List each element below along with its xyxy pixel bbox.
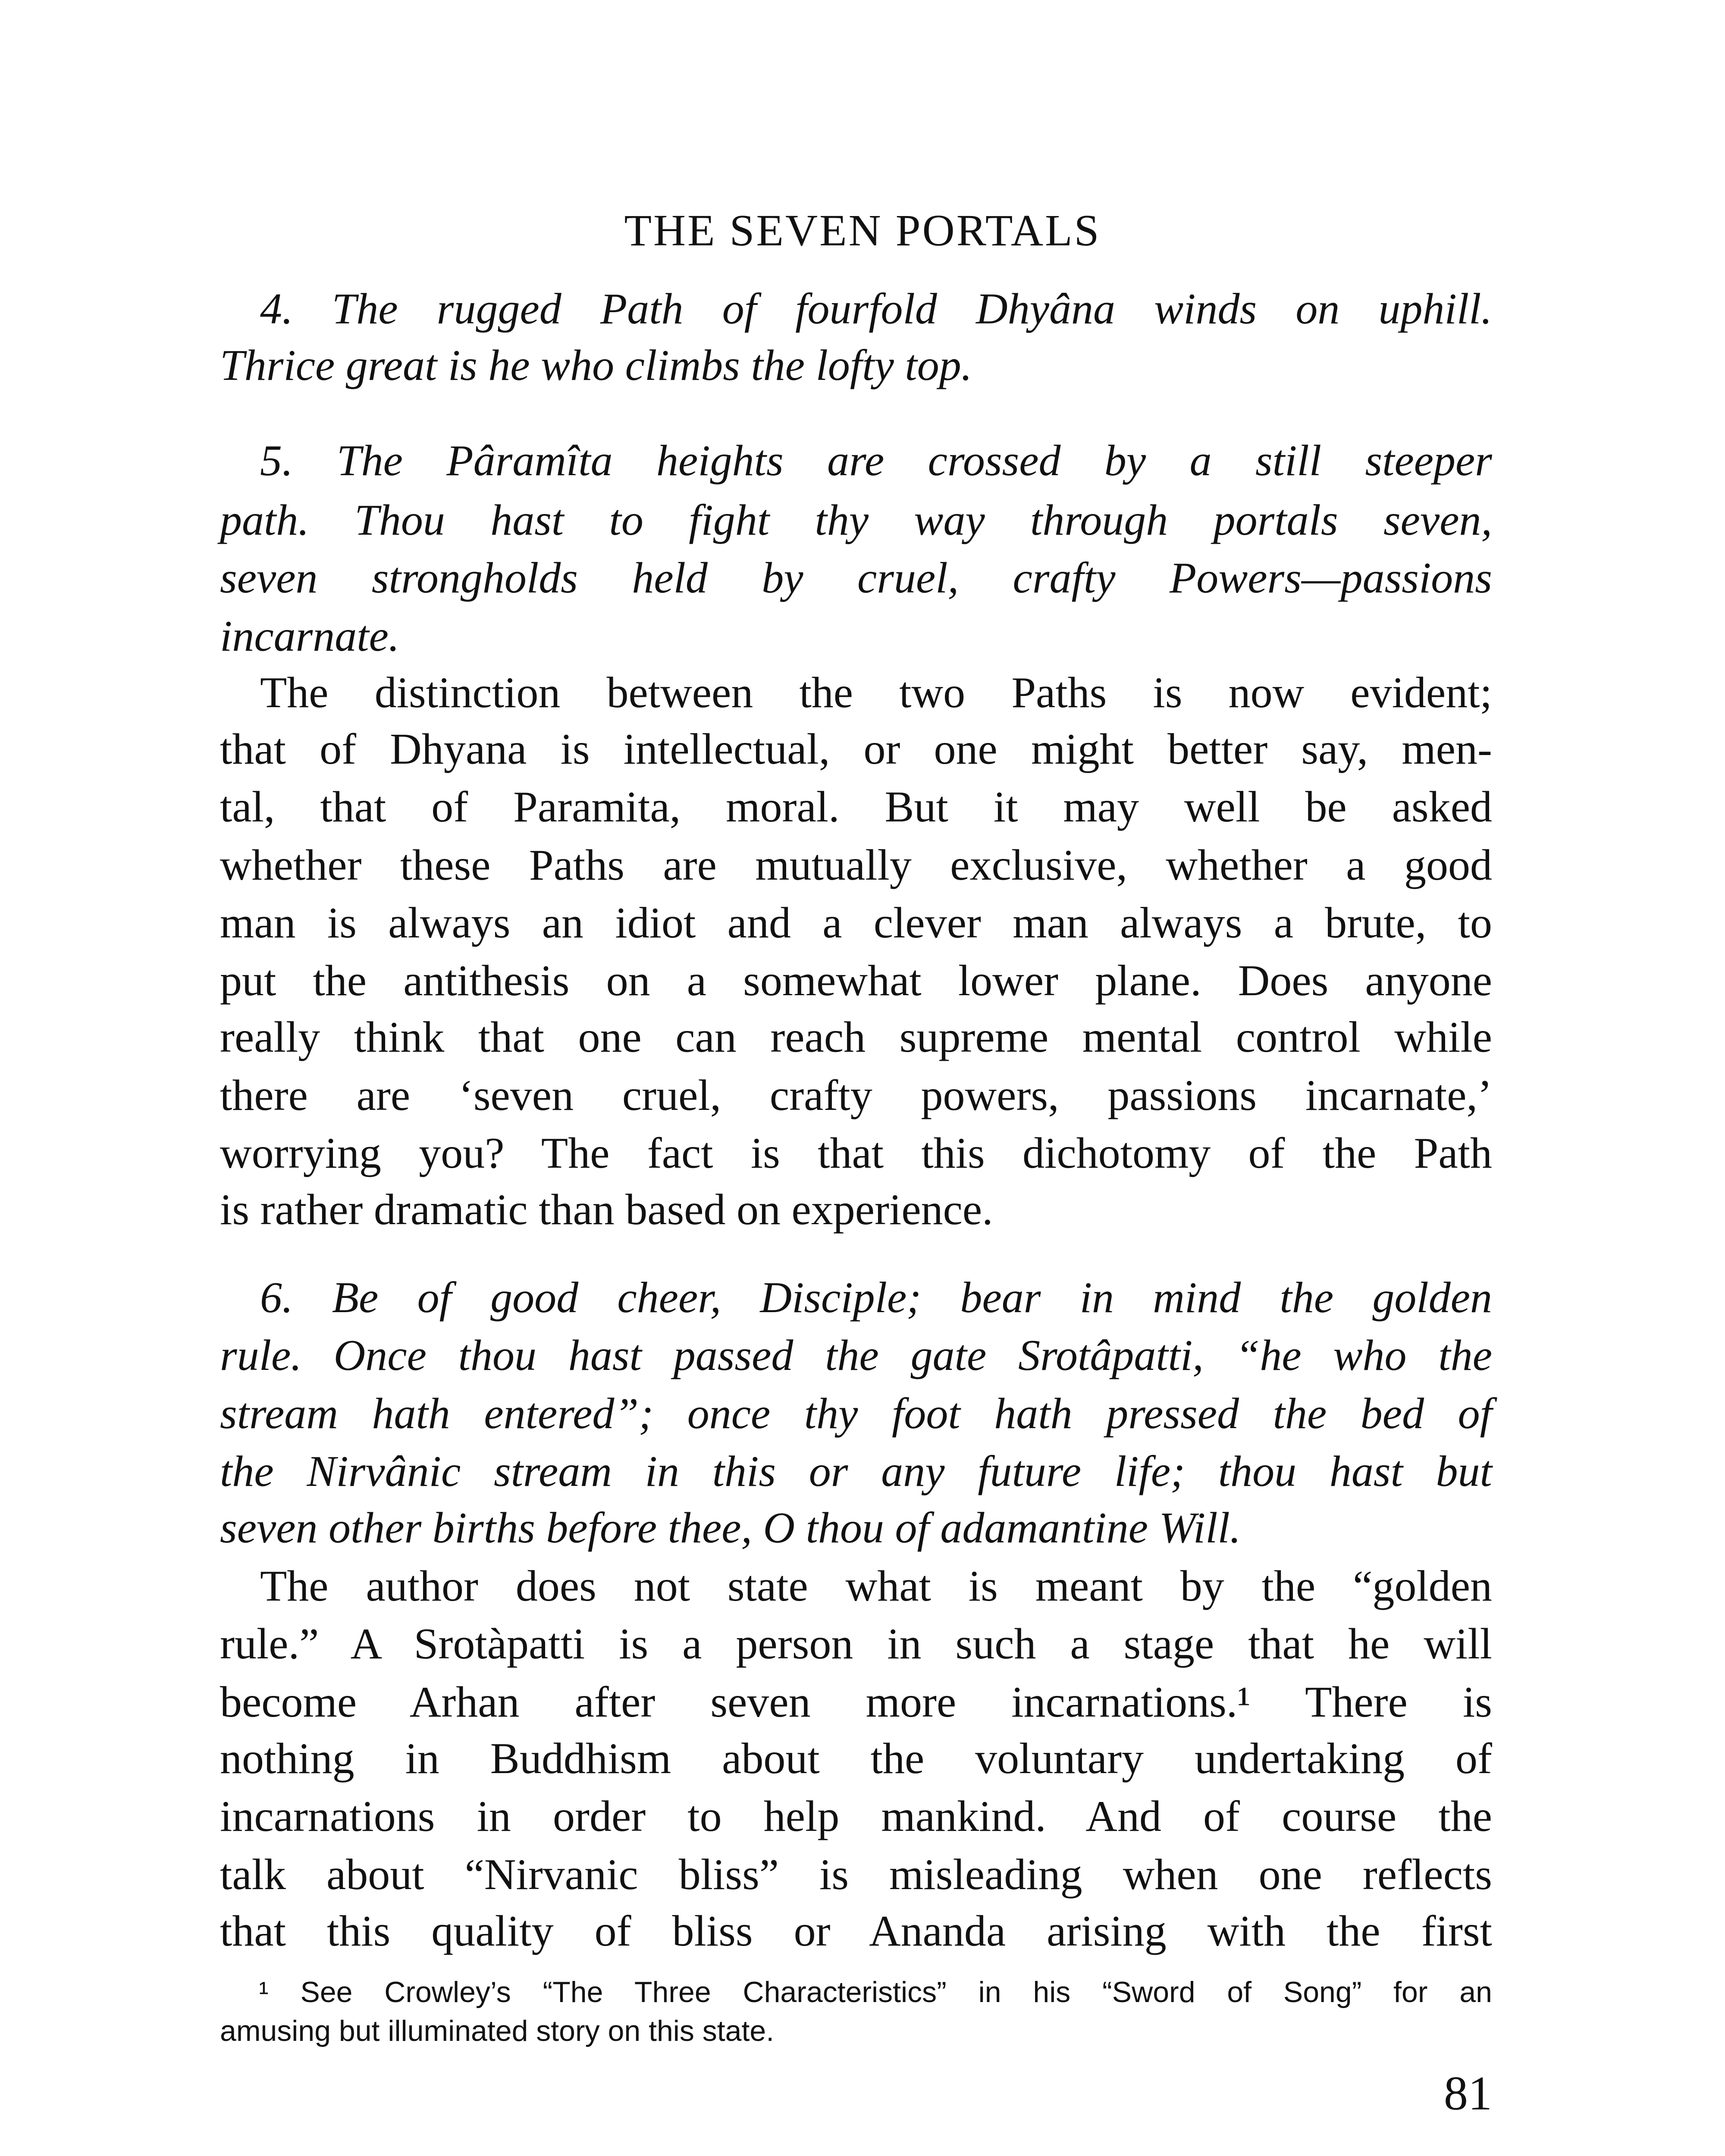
page-number: 81 (1444, 2067, 1492, 2120)
text-line: worrying you? The fact is that this dichotomy of the Path (220, 1129, 1492, 1178)
text-line: The author does not state what is meant by the “golden (260, 1562, 1492, 1611)
text-line: 6. Be of good cheer, Disciple; bear in mind the golden (260, 1273, 1492, 1322)
text-line: whether these Paths are mutually exclusive, whether a good (220, 841, 1492, 890)
text-line: there are ‘seven cruel, crafty powers, passions incarnate,’ (220, 1071, 1492, 1120)
text-line: put the antithesis on a somewhat lower plane. Does anyone (220, 956, 1492, 1005)
text-line: seven strongholds held by cruel, crafty Powers—passions (220, 554, 1492, 602)
text-line: nothing in Buddhism about the voluntary undertaking of (220, 1734, 1492, 1783)
text-line: man is always an idiot and a clever man always a brute, to (220, 899, 1492, 947)
footnote-line: ¹ See Crowley’s “The Three Characteristics” in his “Sword of Song” for an (259, 1976, 1492, 2009)
text-line: Thrice great is he who climbs the lofty top. (220, 341, 972, 390)
text-line: stream hath entered”; once thy foot hath pressed the bed of (220, 1389, 1492, 1438)
text-line: really think that one can reach supreme mental control while (220, 1013, 1492, 1062)
text-line: is rather dramatic than based on experience. (220, 1185, 993, 1234)
footnote-line: amusing but illuminated story on this state. (220, 2015, 775, 2047)
text-line: become Arhan after seven more incarnations.¹ There is (220, 1678, 1492, 1727)
text-line: path. Thou hast to fight thy way through portals seven, (220, 496, 1492, 545)
text-line: tal, that of Paramita, moral. But it may well be asked (220, 783, 1492, 831)
text-line: 4. The rugged Path of fourfold Dhyâna winds on uphill. (260, 285, 1492, 333)
text-line: rule. Once thou hast passed the gate Srotâpatti, “he who the (220, 1331, 1492, 1380)
text-line: the Nirvânic stream in this or any future life; thou hast but (220, 1447, 1492, 1496)
text-line: seven other births before thee, O thou of adamantine Will. (220, 1504, 1241, 1552)
text-line: 5. The Pâramîta heights are crossed by a still steeper (260, 436, 1492, 485)
text-line: talk about “Nirvanic bliss” is misleading when one reflects (220, 1850, 1492, 1899)
text-line: The distinction between the two Paths is now evident; (260, 668, 1492, 717)
text-line: incarnate. (220, 612, 400, 661)
text-line: that this quality of bliss or Ananda arising with the first (220, 1907, 1492, 1955)
text-line: that of Dhyana is intellectual, or one might better say, men- (220, 725, 1492, 774)
running-title: THE SEVEN PORTALS (624, 206, 1101, 255)
text-line: incarnations in order to help mankind. And of course the (220, 1792, 1492, 1841)
text-line: rule.” A Srotàpatti is a person in such a stage that he will (220, 1620, 1492, 1668)
